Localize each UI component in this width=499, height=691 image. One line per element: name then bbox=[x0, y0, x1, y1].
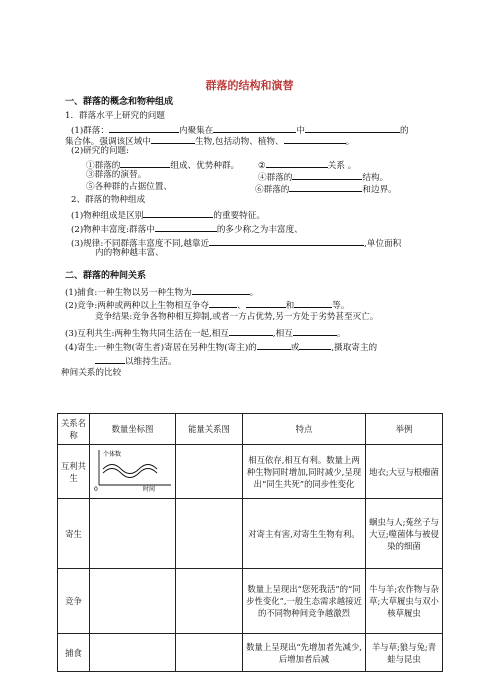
header-example: 举例 bbox=[366, 414, 443, 445]
species-composition-3-cont: 内的物种越丰富、 bbox=[95, 248, 164, 258]
relation-competition: (2)竞争:两种或两种以上生物相互争夺 、 和 等。 bbox=[65, 298, 349, 312]
species-composition-1: (1)物种组成是区别 的重要特征。 bbox=[71, 208, 265, 222]
row-feature: 相互依存,相互有利。数量上两种生物同时增加,同时减少,呈现出“同生共死”的同步性变化 bbox=[243, 445, 366, 499]
row-feature: 数量上呈现出“您死我活”的“同步性变化”,一般生态需求越接近的不同物种间竞争越激烈 bbox=[243, 569, 366, 634]
question-line-2: ③群落的演替。 bbox=[86, 170, 147, 180]
row-example: 羊与草;狼与兔;青蛙与昆虫 bbox=[366, 634, 443, 672]
table-caption: 种间关系的比较 bbox=[61, 368, 122, 378]
blank bbox=[293, 326, 337, 336]
blank bbox=[209, 236, 364, 246]
row-name: 互利共生 bbox=[58, 445, 90, 499]
species-composition-3: (3)规律:不同群落丰富度不同,越靠近 ,单位面积 bbox=[71, 236, 401, 250]
blank bbox=[289, 182, 362, 192]
blank bbox=[109, 123, 179, 133]
blank bbox=[305, 123, 400, 133]
blank bbox=[294, 298, 332, 308]
energy-graph-cell bbox=[176, 445, 243, 499]
quantity-graph-cell bbox=[90, 634, 176, 672]
energy-graph-cell bbox=[176, 499, 243, 569]
row-example: 蛔虫与人;菟丝子与大豆;噬菌体与被侵染的细菌 bbox=[366, 499, 443, 569]
blank bbox=[266, 158, 328, 168]
blank bbox=[155, 222, 217, 232]
blank bbox=[209, 298, 237, 308]
series-line-b bbox=[103, 469, 157, 478]
series-line-a bbox=[103, 465, 157, 474]
quantity-graph-cell bbox=[90, 499, 176, 569]
competition-result-note: 竞争结果:竞争各物种相互抑制,或者一方占优势,另一方处于劣势甚至灭亡。 bbox=[95, 312, 379, 322]
community-definition-line: (1)群落： 内聚集在 中 的 bbox=[71, 123, 409, 137]
blank bbox=[213, 123, 296, 133]
header-energy-graph: 能量关系图 bbox=[176, 414, 243, 445]
quantity-graph-cell bbox=[90, 445, 176, 499]
table-row bbox=[58, 499, 443, 569]
blank bbox=[284, 134, 346, 144]
relation-mutualism: (3)互利共生:两种生物共同生活在一起,相互 ,相互 。 bbox=[65, 326, 345, 340]
section-2-heading: 二、群落的种间关系 bbox=[65, 271, 147, 281]
question-line-1b: ② 关系 。 bbox=[258, 158, 356, 172]
blank bbox=[151, 134, 195, 144]
item-2-heading: 2、群落的物种组成 bbox=[71, 195, 146, 205]
row-name: 竞争 bbox=[58, 569, 90, 634]
mutualism-graph bbox=[91, 445, 175, 495]
blank bbox=[192, 285, 250, 295]
row-name: 寄生 bbox=[58, 499, 90, 569]
blank bbox=[299, 340, 331, 350]
row-feature: 数量上呈现出“先增加者先减少,后增加者后减 bbox=[243, 634, 366, 672]
research-questions-heading: (2)研究的问题: bbox=[71, 146, 130, 156]
row-example: 地衣;大豆与根瘤菌 bbox=[366, 445, 443, 499]
community-definition-line-2: 集合体。强调该区域中 生物,包括动物、植物、 。 bbox=[65, 134, 354, 148]
question-line-3b: ⑥群落的 和边界。 bbox=[255, 182, 397, 196]
page-title: 群落的结构和演替 bbox=[205, 79, 294, 92]
blank bbox=[120, 158, 170, 168]
blank bbox=[143, 208, 213, 218]
blank bbox=[292, 170, 362, 180]
table-row bbox=[58, 445, 443, 499]
row-name: 捕食 bbox=[58, 634, 90, 672]
relation-parasitism-cont: 以维持生活。 bbox=[95, 354, 177, 368]
header-feature: 特点 bbox=[243, 414, 366, 445]
x-axis-label: 时间 bbox=[142, 486, 155, 493]
question-line-2b: ④群落的 结构。 bbox=[258, 170, 388, 184]
blank bbox=[95, 354, 125, 364]
section-1-heading: 一、群落的概念和物种组成 bbox=[65, 97, 174, 107]
relation-parasitism: (4)寄生:一种生物(寄生者)寄居在另种生物(寄主)的 或 ,摄取寄主的 bbox=[65, 340, 377, 354]
header-relation-name: 关系名称 bbox=[58, 414, 90, 445]
origin-label: 0 bbox=[93, 486, 98, 493]
question-line-3: ⑤各种群的占据位置、 bbox=[86, 182, 172, 192]
relations-comparison-table bbox=[57, 413, 443, 672]
energy-graph-cell bbox=[176, 634, 243, 672]
blank bbox=[246, 298, 286, 308]
table-row bbox=[58, 569, 443, 634]
row-feature: 对寄主有害,对寄生生物有利。 bbox=[243, 499, 366, 569]
header-quantity-graph: 数量坐标图 bbox=[90, 414, 176, 445]
question-line-1: ①群落的 组成、优势种群。 bbox=[86, 158, 239, 172]
item-1-heading: 1．群落水平上研究的问题 bbox=[65, 111, 165, 121]
blank bbox=[257, 340, 291, 350]
y-axis-label: 个体数 bbox=[102, 451, 121, 458]
row-example: 牛与羊;农作物与杂草;大草履虫与双小核草履虫 bbox=[366, 569, 443, 634]
quantity-graph-cell bbox=[90, 569, 176, 634]
species-composition-2: (2)物种丰富度:群落中 的多少称之为丰富度、 bbox=[71, 222, 303, 236]
table-row bbox=[58, 634, 443, 672]
energy-graph-cell bbox=[176, 569, 243, 634]
blank bbox=[229, 326, 273, 336]
table-header-row bbox=[58, 414, 443, 445]
relation-predation: (1)捕食:一种生物以另一种生物为 。 bbox=[65, 285, 258, 299]
